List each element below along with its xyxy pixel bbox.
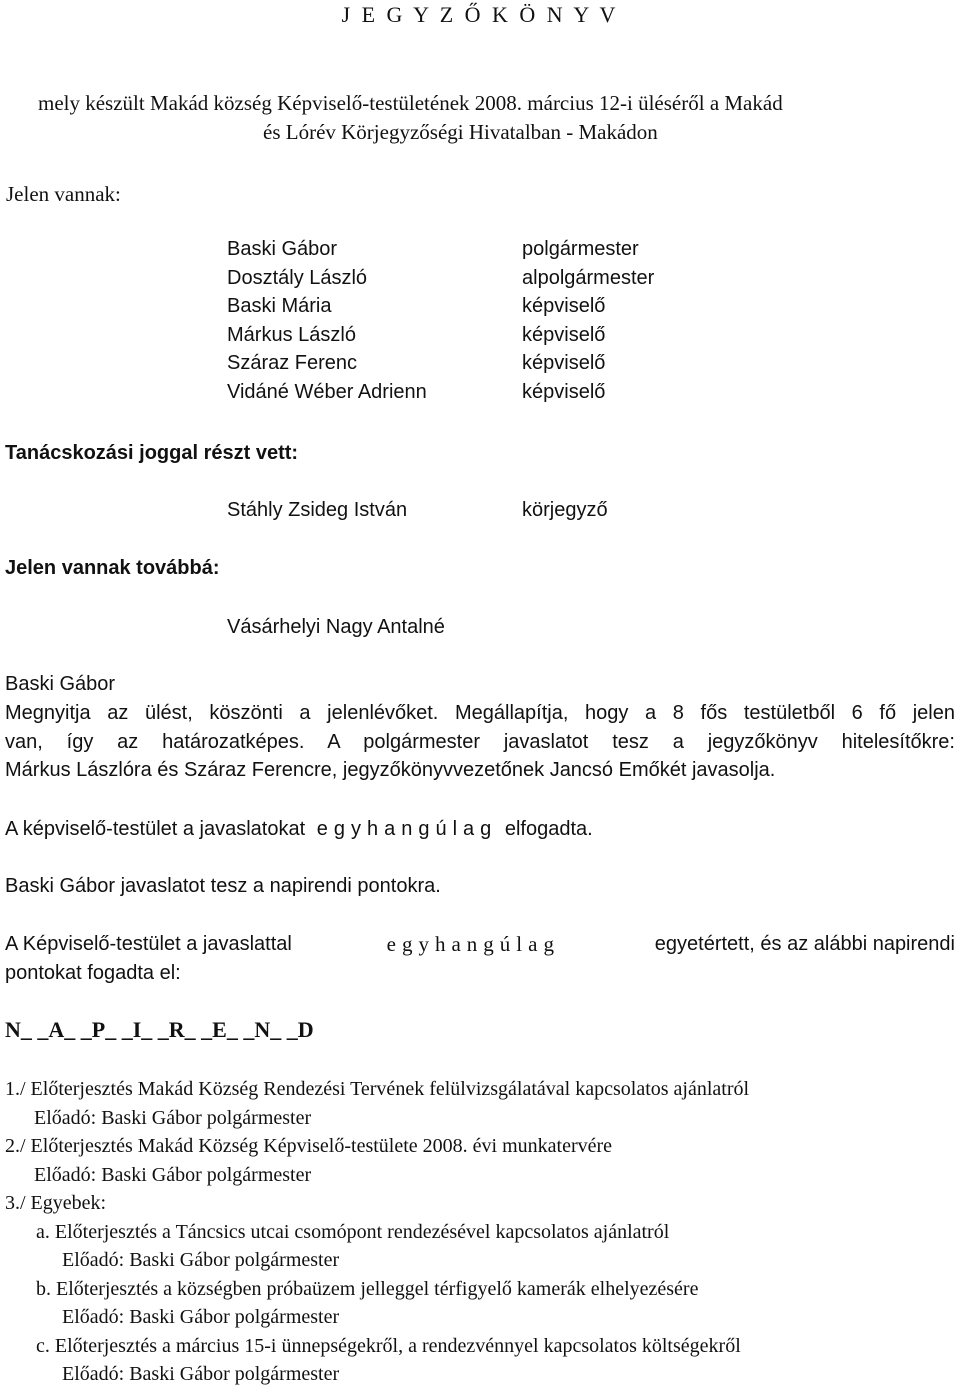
advisory-label: Tanácskozási joggal részt vett:	[5, 442, 299, 464]
member-name: Baski Mária	[227, 295, 332, 317]
member-name: Vidáné Wéber Adrienn	[227, 380, 427, 403]
paragraph-opening	[5, 699, 955, 785]
advisory-name: Stáhly Zsideg István	[227, 499, 408, 521]
member-name: Száraz Ferenc	[227, 352, 358, 374]
agenda-presenter: Előadó: Baski Gábor polgármester	[62, 1363, 340, 1385]
accepted-text: elfogadta.	[504, 818, 593, 840]
paragraph-line: Megnyitja az ülést, köszönti a jelenlévőket. Megállapítja, hogy a 8 fős testületből 6 fő jelen	[5, 702, 955, 724]
member-role: alpolgármester	[522, 266, 655, 289]
unanimous-word: egyhangúlag	[316, 818, 498, 840]
paragraph-agenda-proposal: Baski Gábor javaslatot tesz a napirendi pontokra.	[5, 875, 441, 897]
document-title: J E G Y Z Ő K Ö N Y V	[341, 2, 619, 27]
member-role: képviselő	[522, 323, 606, 346]
agenda-presenter: Előadó: Baski Gábor polgármester	[62, 1249, 340, 1271]
agenda-presenter: Előadó: Baski Gábor polgármester	[34, 1163, 312, 1186]
accepted-text: A képviselő-testület a javaslatokat	[5, 818, 306, 840]
agenda-item: 1./ Előterjesztés Makád Község Rendezési Tervének felülvizsgálatával kapcsolatos ajánlatról	[5, 1078, 750, 1100]
agenda-accepted-text: pontokat fogadta el:	[5, 961, 181, 984]
member-role: polgármester	[522, 238, 639, 260]
agenda-subitem: b. Előterjesztés a községben próbaüzem jelleggel térfigyelő kamerák elhelyezésére	[36, 1277, 699, 1300]
also-present-name: Vásárhelyi Nagy Antalné	[227, 616, 445, 638]
member-names	[227, 235, 427, 406]
agenda-subitem: c. Előterjesztés a március 15-i ünnepségekről, a rendezvénnyel kapcsolatos költségekről	[36, 1334, 741, 1357]
member-role: képviselő	[522, 295, 606, 317]
paragraph-line: Márkus Lászlóra és Száraz Ferencre, jegyzőkönyvvezetőnek Jancsó Emőkét javasolja.	[5, 759, 776, 781]
agenda-item: 2./ Előterjesztés Makád Község Képviselő-testülete 2008. évi munkatervére	[5, 1135, 613, 1157]
agenda-list	[5, 1075, 749, 1389]
paragraph-agenda-accepted	[5, 930, 955, 987]
present-label: Jelen vannak:	[6, 182, 121, 206]
intro-line-1: mely készült Makád község Képviselő-testületének 2008. március 12-i üléséről a Makád	[38, 91, 783, 115]
agenda-item: 3./ Egyebek:	[5, 1192, 107, 1214]
unanimous-word: egyhangúlag	[386, 932, 560, 956]
agenda-accepted-text: egyetértett, és az alábbi napirendi	[654, 933, 955, 955]
agenda-presenter: Előadó: Baski Gábor polgármester	[34, 1106, 312, 1129]
agenda-presenter: Előadó: Baski Gábor polgármester	[62, 1306, 340, 1328]
intro-line-2: és Lórév Körjegyzőségi Hivatalban - Makádon	[263, 120, 658, 144]
agenda-accepted-text: A Képviselő-testület a javaslattal	[5, 933, 292, 955]
member-role: képviselő	[522, 380, 606, 403]
also-present-label: Jelen vannak továbbá:	[5, 557, 220, 579]
agenda-heading: N_ _A_ _P_ _I_ _R_ _E_ _N_ _D	[5, 1017, 314, 1042]
member-role: képviselő	[522, 352, 606, 374]
advisory-role: körjegyző	[522, 499, 608, 521]
speaker-name: Baski Gábor	[5, 673, 116, 695]
member-name: Márkus László	[227, 323, 356, 346]
agenda-subitem: a. Előterjesztés a Táncsics utcai csomópont rendezésével kapcsolatos ajánlatról	[36, 1220, 670, 1243]
paragraph-accepted	[5, 815, 593, 844]
member-name: Baski Gábor	[227, 238, 338, 260]
member-roles	[522, 235, 654, 406]
paragraph-line: van, így az határozatképes. A polgármester javaslatot tesz a jegyzőkönyv hitelesítőkre:	[5, 730, 955, 753]
member-name: Dosztály László	[227, 266, 368, 289]
